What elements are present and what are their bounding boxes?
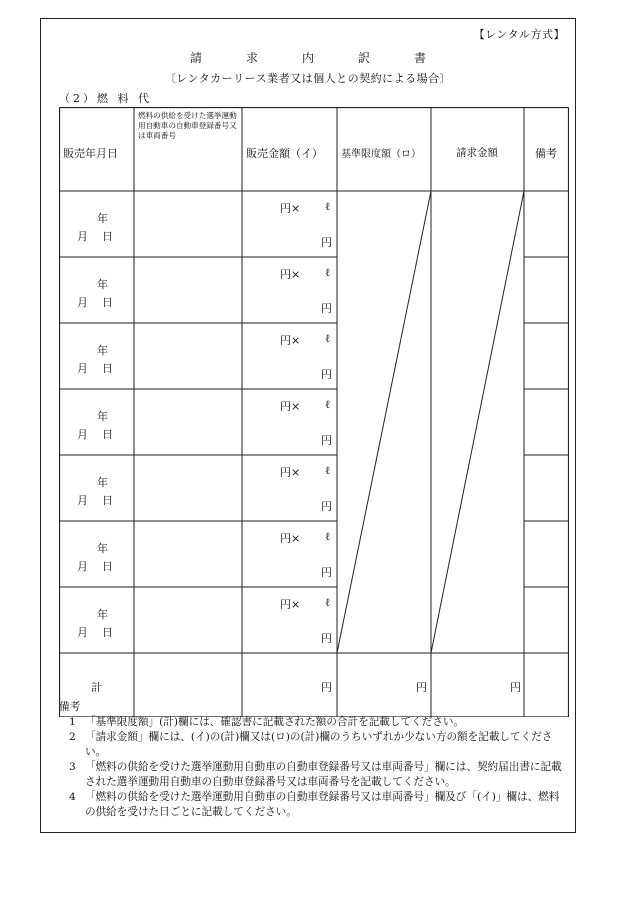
row-month-label: 月 (77, 296, 88, 309)
title-char: 書 (414, 51, 427, 65)
title-char: 請 (189, 51, 202, 65)
rental-method-badge: 【レンタル方式】 (473, 28, 565, 41)
row-liter-unit: ℓ (325, 464, 331, 477)
page-title (41, 49, 575, 66)
row-liter-unit: ℓ (325, 266, 331, 279)
page-subtitle: 〔レンタカーリース業者又は個人との契約による場合〕 (164, 72, 452, 85)
table-grid (59, 107, 569, 717)
row-yen-unit: 円 (321, 434, 332, 447)
row-month-label: 月 (77, 428, 88, 441)
row-yen-per-liter: 円× (280, 334, 301, 347)
note-number: 3 (69, 761, 76, 773)
row-liter-unit: ℓ (325, 200, 331, 213)
row-yen-unit: 円 (321, 566, 332, 579)
title-char: 求 (245, 51, 258, 65)
row-day-label: 日 (102, 296, 113, 309)
row-month-label: 月 (77, 560, 88, 573)
note-item (59, 715, 565, 730)
row-liter-unit: ℓ (325, 398, 331, 411)
header-limit-amount: 基準限度額（ロ） (341, 149, 421, 160)
row-day-label: 日 (102, 428, 113, 441)
section-heading: （2）燃 料 代 (59, 92, 152, 105)
notes-heading: 備考 (59, 701, 81, 713)
total-label: 計 (91, 681, 102, 694)
row-year-label: 年 (97, 212, 108, 225)
note-item (59, 760, 565, 790)
limit-diagonal (337, 191, 431, 653)
claim-diagonal (431, 191, 524, 653)
row-yen-unit: 円 (321, 236, 332, 249)
note-number: 2 (69, 731, 76, 743)
row-month-label: 月 (77, 494, 88, 507)
row-month-label: 月 (77, 626, 88, 639)
row-year-label: 年 (97, 278, 108, 291)
note-number: 1 (69, 716, 76, 728)
row-yen-per-liter: 円× (280, 532, 301, 545)
row-month-label: 月 (77, 230, 88, 243)
row-liter-unit: ℓ (325, 530, 331, 543)
note-text: 「基準限度額」(計)欄には、確認書に記載された額の合計を記載してください。 (85, 716, 465, 728)
row-yen-per-liter: 円× (280, 400, 301, 413)
row-year-label: 年 (97, 344, 108, 357)
row-day-label: 日 (102, 230, 113, 243)
total-limit-unit: 円 (416, 681, 427, 694)
note-text: 「燃料の供給を受けた選挙運動用自動車の自動車登録番号又は車両番号」欄及び「(イ)」欄は、燃料の供給を受けた日ごとに記載してください。 (85, 791, 560, 818)
row-day-label: 日 (102, 560, 113, 573)
note-text: 「燃料の供給を受けた選挙運動用自動車の自動車登録番号又は車両番号」欄には、契約届出書に記載された選挙運動用自動車の自動車登録番号又は車両番号を記載してください。 (85, 761, 562, 788)
header-claim-amount: 請求金額 (456, 147, 498, 159)
document-frame (40, 18, 576, 833)
header-sales-amount: 販売金額（イ） (246, 147, 323, 160)
row-liter-unit: ℓ (325, 596, 331, 609)
note-item (59, 730, 565, 760)
header-vehicle: 燃料の供給を受けた選挙運動用自動車の自動車登録番号又は車両番号 (138, 111, 237, 141)
notes-block (59, 700, 565, 820)
row-year-label: 年 (97, 608, 108, 621)
row-yen-unit: 円 (321, 368, 332, 381)
row-yen-unit: 円 (321, 500, 332, 513)
row-month-label: 月 (77, 362, 88, 375)
row-day-label: 日 (102, 494, 113, 507)
title-char: 訳 (358, 51, 371, 65)
row-year-label: 年 (97, 410, 108, 423)
row-year-label: 年 (97, 476, 108, 489)
title-char: 内 (301, 51, 314, 65)
row-yen-unit: 円 (321, 302, 332, 315)
row-yen-unit: 円 (321, 632, 332, 645)
header-date: 販売年月日 (63, 147, 118, 160)
row-yen-per-liter: 円× (280, 268, 301, 281)
row-yen-per-liter: 円× (280, 598, 301, 611)
invoice-table (59, 107, 569, 717)
row-yen-per-liter: 円× (280, 202, 301, 215)
row-liter-unit: ℓ (325, 332, 331, 345)
total-claim-unit: 円 (510, 681, 521, 694)
row-day-label: 日 (102, 362, 113, 375)
header-remarks: 備考 (535, 147, 557, 160)
row-yen-per-liter: 円× (280, 466, 301, 479)
notes-list (59, 715, 565, 820)
total-sales-unit: 円 (321, 681, 332, 694)
note-item (59, 790, 565, 820)
row-year-label: 年 (97, 542, 108, 555)
note-text: 「請求金額」欄には、(イ)の(計)欄又は(ロ)の(計)欄のうちいずれか少ない方の額を記載してください。 (85, 731, 553, 758)
note-number: 4 (69, 791, 76, 803)
row-day-label: 日 (102, 626, 113, 639)
